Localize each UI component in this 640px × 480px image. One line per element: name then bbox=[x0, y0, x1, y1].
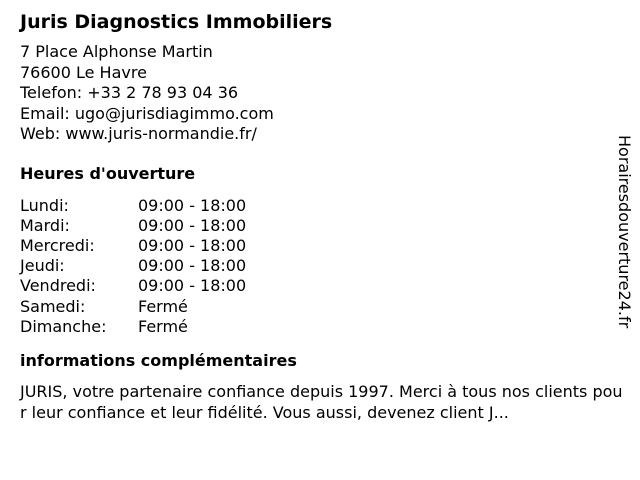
address-line-street: 7 Place Alphonse Martin bbox=[20, 42, 213, 61]
hours-time: 09:00 - 18:00 bbox=[138, 256, 247, 276]
phone-label: Telefon: bbox=[20, 83, 83, 102]
hours-day: Jeudi: bbox=[20, 256, 65, 276]
business-card bbox=[20, 10, 623, 423]
hours-time: 09:00 - 18:00 bbox=[138, 276, 247, 296]
additional-info-heading: informations complémentaires bbox=[20, 350, 297, 370]
hours-day: Vendredi: bbox=[20, 276, 96, 296]
hours-day: Dimanche: bbox=[20, 316, 107, 336]
hours-row-wednesday bbox=[20, 236, 610, 256]
hours-row-monday bbox=[20, 196, 610, 216]
hours-day: Mardi: bbox=[20, 215, 70, 235]
email-address[interactable]: ugo@jurisdiagimmo.com bbox=[74, 103, 274, 123]
email-label: Email: bbox=[20, 103, 70, 123]
hours-time: 09:00 - 18:00 bbox=[138, 195, 247, 215]
opening-hours-heading: Heures d'ouverture bbox=[20, 163, 196, 183]
hours-row-saturday bbox=[20, 297, 610, 317]
hours-row-sunday bbox=[20, 317, 610, 337]
phone-number[interactable]: +33 2 78 93 04 36 bbox=[87, 83, 239, 102]
hours-row-thursday bbox=[20, 256, 610, 276]
web-label: Web: bbox=[20, 124, 61, 143]
site-watermark-text: Horairesdouverture24.fr bbox=[615, 135, 634, 329]
hours-day: Lundi: bbox=[20, 195, 69, 215]
site-watermark bbox=[612, 135, 636, 345]
hours-time: Fermé bbox=[138, 316, 188, 336]
hours-time: 09:00 - 18:00 bbox=[138, 215, 247, 235]
phone-line bbox=[20, 83, 610, 104]
address-line-city: 76600 Le Havre bbox=[20, 62, 147, 82]
business-description: JURIS, votre partenaire confiance depuis 1997. Merci à tous nos clients pour leur confiance et leur fidélité. Vous aussi, devenez client J... bbox=[20, 381, 623, 422]
hours-row-friday bbox=[20, 276, 610, 296]
website-link[interactable]: www.juris-normandie.fr/ bbox=[65, 124, 257, 143]
email-line bbox=[20, 104, 610, 125]
hours-time: Fermé bbox=[138, 296, 188, 316]
business-name: Juris Diagnostics Immobiliers bbox=[20, 11, 333, 33]
hours-day: Samedi: bbox=[20, 296, 86, 316]
hours-day: Mercredi: bbox=[20, 235, 95, 255]
opening-hours-table bbox=[20, 196, 610, 337]
hours-time: 09:00 - 18:00 bbox=[138, 235, 247, 255]
web-line bbox=[20, 124, 610, 145]
hours-row-tuesday bbox=[20, 216, 610, 236]
